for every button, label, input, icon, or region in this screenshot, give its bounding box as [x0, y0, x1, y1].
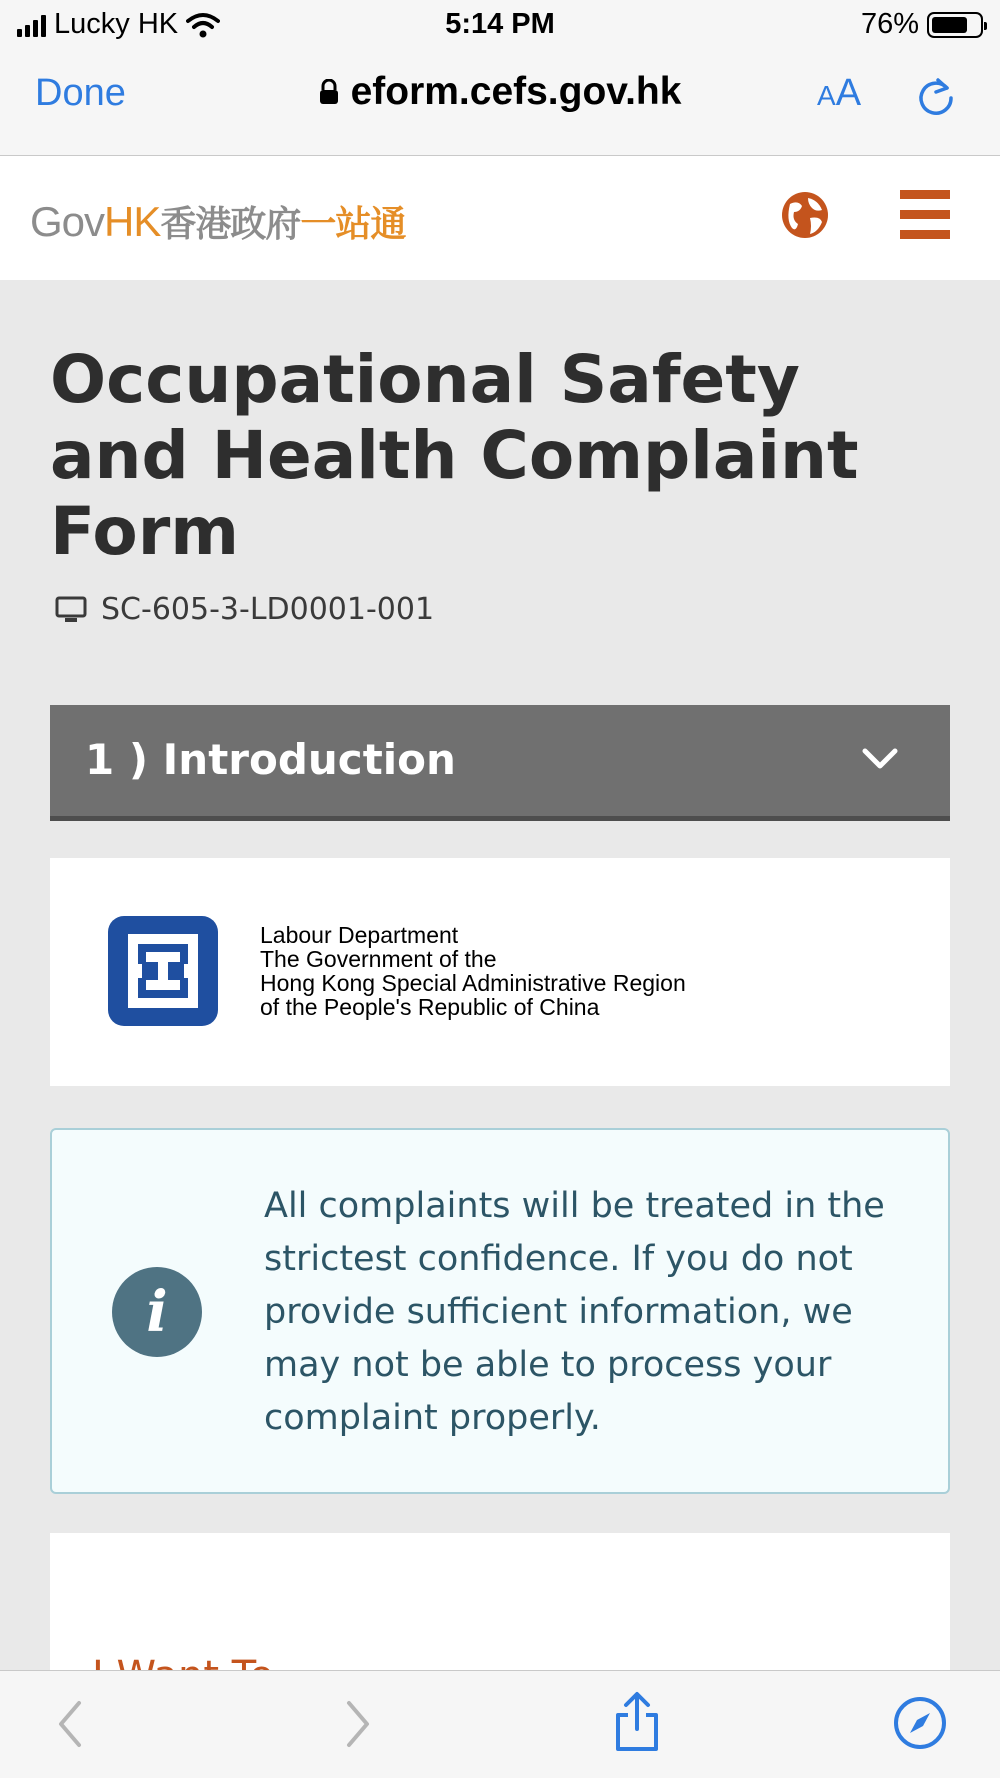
status-bar: [0, 0, 1000, 50]
form-code-text: SC-605-3-LD0001-001: [101, 592, 435, 627]
menu-icon[interactable]: [900, 190, 950, 240]
clock: 5:14 PM: [445, 8, 555, 40]
status-right: [861, 8, 983, 41]
logo-cn-grey: 香港政府: [160, 203, 301, 244]
department-text: [260, 923, 686, 1019]
info-notice: [50, 1128, 950, 1494]
section-introduction-header[interactable]: [50, 705, 950, 821]
labour-department-logo: [106, 914, 220, 1028]
info-icon: i: [112, 1267, 202, 1357]
lock-icon: [319, 79, 339, 105]
carrier-name: Lucky HK: [54, 8, 179, 40]
logo-gov: Gov: [30, 198, 105, 245]
department-line: Hong Kong Special Administrative Region: [260, 970, 686, 996]
forward-icon[interactable]: [343, 1699, 373, 1749]
site-header: [0, 156, 1000, 280]
info-message: All complaints will be treated in the strictest confidence. If you do not provide sufficient information, we may not be able to process your complaint properly.: [264, 1186, 885, 1438]
done-button[interactable]: Done: [35, 72, 126, 114]
logo-hk: HK: [104, 198, 161, 245]
globe-language-icon[interactable]: [780, 190, 830, 240]
browser-toolbar: [0, 50, 1000, 156]
department-line: The Government of the: [260, 946, 497, 972]
battery-percent: 76%: [860, 8, 919, 40]
form-code: [55, 592, 434, 627]
text-size-small: A: [817, 80, 836, 111]
share-icon[interactable]: [612, 1691, 662, 1753]
reload-icon[interactable]: [914, 74, 958, 118]
department-card: [50, 858, 950, 1086]
safari-compass-icon[interactable]: [892, 1695, 948, 1751]
browser-bottom-bar: [0, 1670, 1000, 1778]
page-title: Occupational Safety and Health Complaint Form: [50, 341, 859, 570]
govhk-logo[interactable]: [30, 196, 405, 247]
department-line: Labour Department: [260, 922, 459, 948]
back-icon[interactable]: [55, 1699, 85, 1749]
department-line: of the People's Republic of China: [260, 994, 600, 1020]
text-size-button[interactable]: [817, 72, 861, 115]
section-label: 1 ) Introduction: [85, 735, 456, 784]
url-text: eform.cefs.gov.hk: [350, 70, 682, 113]
logo-cn-orange: 一站通: [300, 203, 406, 244]
monitor-icon: [55, 596, 87, 624]
chevron-down-icon: [862, 748, 898, 770]
battery-icon: [927, 12, 983, 38]
text-size-large: A: [835, 72, 862, 114]
